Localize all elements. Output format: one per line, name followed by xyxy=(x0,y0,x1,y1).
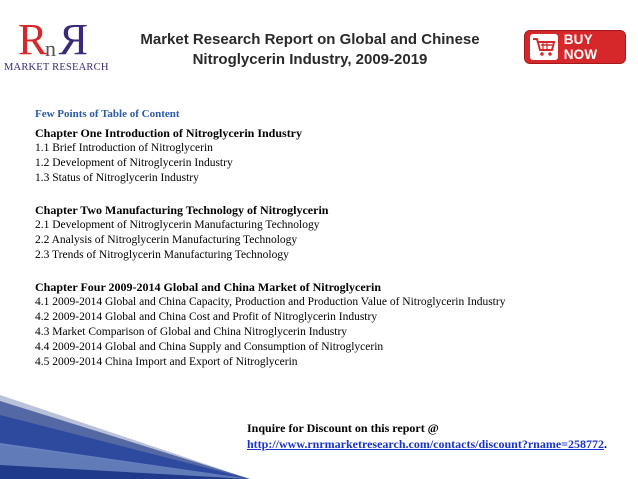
inquire-trailing: . xyxy=(604,437,608,451)
toc-item: 2.3 Trends of Nitroglycerin Manufacturing Technology xyxy=(35,249,289,261)
svg-text:n: n xyxy=(45,36,56,60)
toc-item: 4.5 2009-2014 China Import and Export of Nitroglycerin xyxy=(35,356,298,368)
logo-text: MARKET RESEARCH xyxy=(4,62,109,73)
page-title xyxy=(110,30,510,70)
svg-text:R: R xyxy=(58,16,88,60)
toc-item: 4.4 2009-2014 Global and China Supply and Consumption of Nitroglycerin xyxy=(35,341,384,353)
toc-item: 1.2 Development of Nitroglycerin Industry xyxy=(35,157,233,169)
inquire-text: Inquire for Discount on this report @ xyxy=(247,421,439,435)
chapter-title: Chapter One Introduction of Nitroglycerin Industry xyxy=(35,126,303,140)
discount-link[interactable]: http://www.rnrmarketresearch.com/contacts/discount?rname=258772 xyxy=(247,437,605,451)
toc-item: 4.3 Market Comparison of Global and China Nitroglycerin Industry xyxy=(35,326,348,338)
toc-item: 1.1 Brief Introduction of Nitroglycerin xyxy=(35,142,213,154)
chapter-title: Chapter Four 2009-2014 Global and China Market of Nitroglycerin xyxy=(35,280,381,294)
buy-now-button[interactable] xyxy=(524,30,626,64)
shopping-cart-icon xyxy=(532,37,556,57)
toc-item: 1.3 Status of Nitroglycerin Industry xyxy=(35,172,199,184)
inquire-block xyxy=(247,420,637,452)
toc-item: 2.2 Analysis of Nitroglycerin Manufacturing Technology xyxy=(35,234,298,246)
buy-now-label: BUY NOW xyxy=(563,32,598,62)
toc-section-chapter-two xyxy=(35,203,625,263)
toc-section-chapter-four xyxy=(35,280,625,370)
toc-item: 2.1 Development of Nitroglycerin Manufacturing Technology xyxy=(35,219,320,231)
toc-item: 4.1 2009-2014 Global and China Capacity, Production and Production Value of Nitroglycerin Industry xyxy=(35,296,506,308)
cart-icon-box xyxy=(530,34,558,60)
rnr-logo-icon xyxy=(18,16,90,60)
decorative-swoosh xyxy=(0,395,250,479)
title-line-1: Market Research Report on Global and Chinese xyxy=(140,31,480,48)
table-of-contents xyxy=(35,107,625,387)
toc-item: 4.2 2009-2014 Global and China Cost and Profit of Nitroglycerin Industry xyxy=(35,311,378,323)
chapter-title: Chapter Two Manufacturing Technology of Nitroglycerin xyxy=(35,203,329,217)
company-logo[interactable] xyxy=(2,14,109,76)
svg-text:R: R xyxy=(18,16,48,60)
toc-section-chapter-one xyxy=(35,126,625,186)
toc-heading: Few Points of Table of Content xyxy=(35,108,180,120)
title-line-2: Nitroglycerin Industry, 2009-2019 xyxy=(192,51,428,68)
